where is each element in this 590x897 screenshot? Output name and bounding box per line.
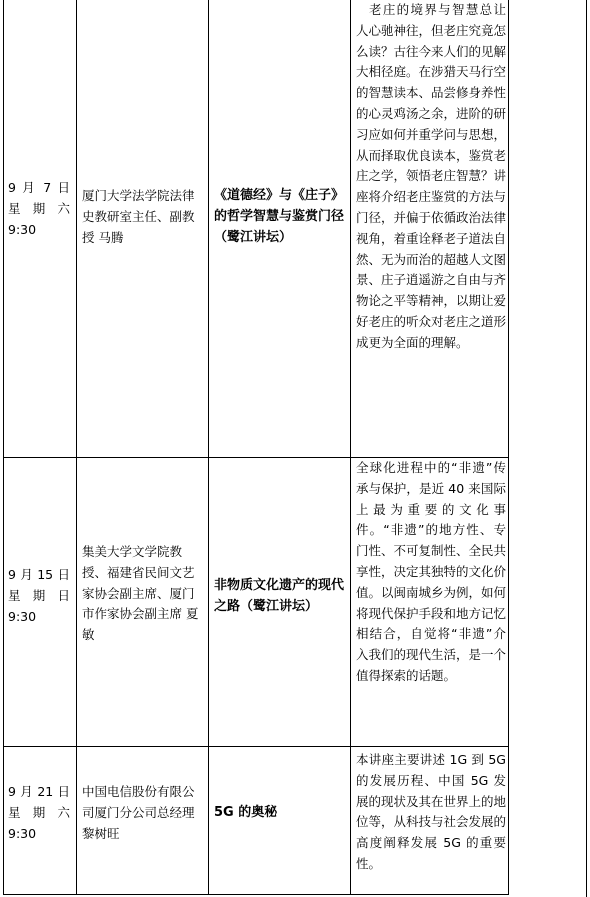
lecture-description: 老庄的境界与智慧总让人心驰神往，但老庄究竟怎么读？古往今来人们的见解大相径庭。在涉猎天马行空的智慧读本、品尝修身养性的心灵鸡汤之余，进阶的研习应如何并重学问与思想，从而择取优良读本，鉴赏老庄之学，领悟老庄智慧？讲座将介绍老庄鉴赏的方法与门径，并偏于依循政治法律视角，着重诠释老子道法自然、无为而治的超越人文图景、庄子逍遥游之自由与齐物论之平等精神，以期让爱好老庄的听众对老庄之道形成更为全面的理解。 bbox=[356, 2, 507, 350]
lecture-speaker: 中国电信股份有限公司厦门分公司总经理 黎树旺 bbox=[82, 784, 195, 841]
lecture-description: 全球化进程中的“非遗”传承与保护，是近 40 来国际上最为重要的文化事件。“非遗”的地方性、专门性、不可复制性、全民共享性，决定其独特的文化价值。以闽南城乡为例，如何将现代保护手段和地方记忆相结合，自觉将“非遗”介入我们的现代生活，是一个值得探索的话题。 bbox=[356, 460, 507, 683]
row-divider bbox=[3, 746, 508, 747]
column-divider bbox=[208, 0, 209, 895]
lecture-speaker: 集美大学文学院教授、福建省民间文艺家协会副主席、厦门市作家协会副主席 夏敏 bbox=[82, 544, 199, 643]
lecture-date: 9 月 21 日 星期六 9:30 bbox=[8, 784, 70, 841]
right-edge-line bbox=[586, 0, 587, 897]
column-divider bbox=[350, 0, 351, 895]
column-divider bbox=[508, 0, 509, 895]
column-divider bbox=[76, 0, 77, 895]
column-divider bbox=[3, 0, 4, 895]
lecture-date: 9月15日 星期日 9:30 bbox=[8, 567, 70, 624]
lecture-topic: 《道德经》与《庄子》的哲学智慧与鉴赏门径（鹭江讲坛） bbox=[214, 188, 345, 245]
lecture-speaker: 厦门大学法学院法律史教研室主任、副教授 马腾 bbox=[82, 188, 195, 245]
row-divider bbox=[3, 894, 508, 895]
lecture-description: 本讲座主要讲述 1G 到 5G 的发展历程、中国 5G 发展的现状及其在世界上的地位等，从科技与社会发展的高度阐释发展 5G 的重要性。 bbox=[356, 752, 507, 871]
lecture-date: 9 月 7 日 星期六 9:30 bbox=[8, 180, 70, 237]
lecture-topic: 5G 的奥秘 bbox=[214, 805, 278, 820]
lecture-topic: 非物质文化遗产的现代之路（鹭江讲坛） bbox=[214, 578, 345, 614]
